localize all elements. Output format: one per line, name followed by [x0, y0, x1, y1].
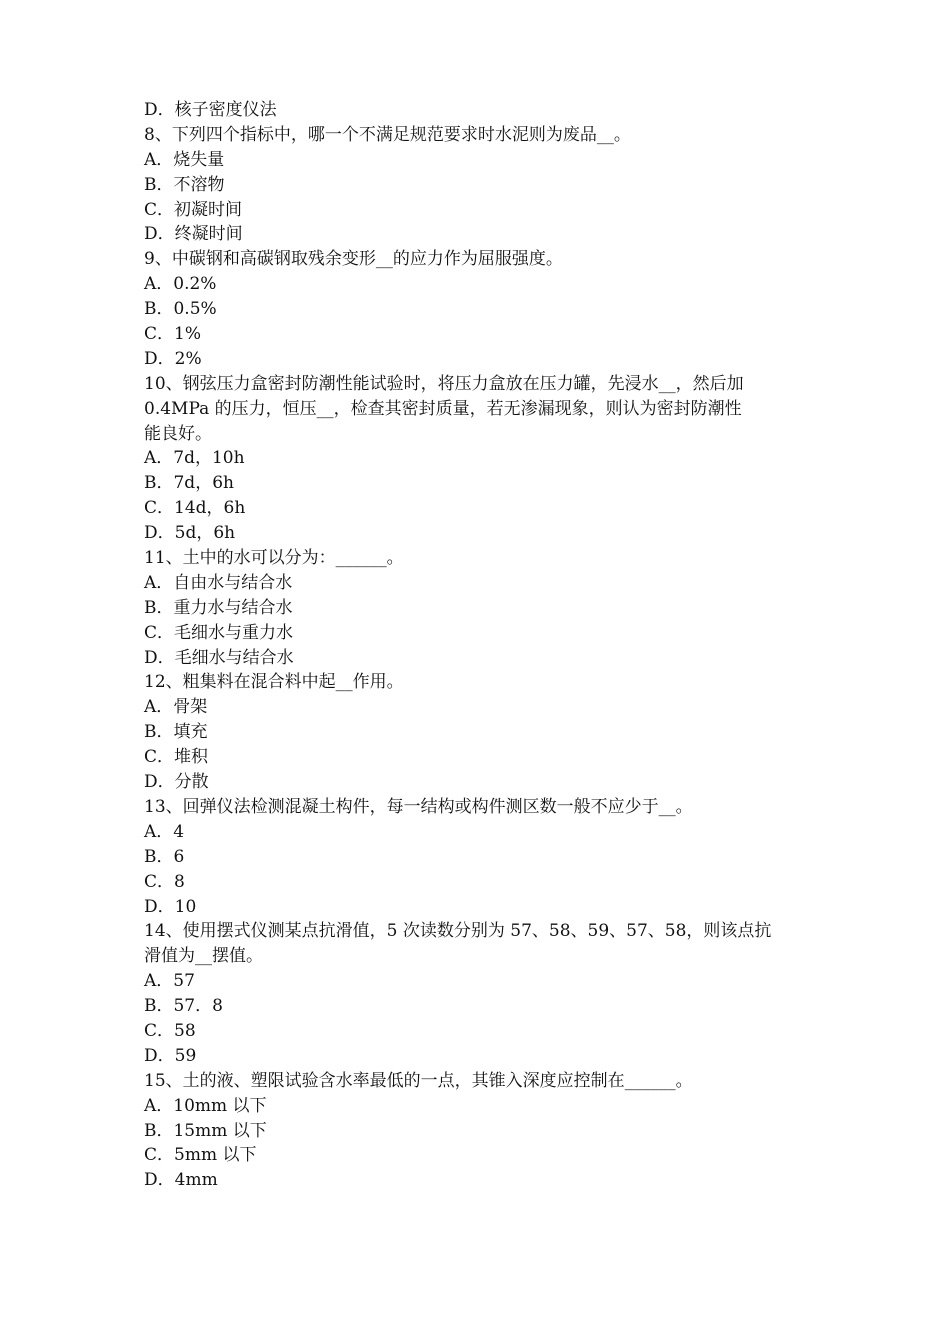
option-line: A．7d，10h	[144, 448, 245, 469]
question-line: 13、回弹仪法检测混凝土构件，每一结构或构件测区数一般不应少于__。	[144, 796, 693, 817]
question-line: 14、使用摆式仪测某点抗滑值，5 次读数分别为 57、58、59、57、58，则该点抗	[144, 921, 772, 942]
option-line: B．0.5%	[144, 299, 217, 320]
option-line: B．重力水与结合水	[144, 597, 293, 618]
option-line: A．57	[144, 971, 195, 992]
question-line: 0.4MPa 的压力，恒压__，检查其密封质量，若无渗漏现象，则认为密封防潮性	[144, 398, 742, 419]
option-line: C．初凝时间	[144, 199, 243, 220]
option-line: B．7d，6h	[144, 473, 234, 494]
option-line: C．14d，6h	[144, 498, 246, 519]
question-line: 能良好。	[144, 423, 212, 444]
option-line: A．10mm 以下	[144, 1095, 267, 1116]
question-line: 11、土中的水可以分为：______。	[144, 548, 404, 569]
option-line: C．堆积	[144, 747, 209, 768]
option-line: C．8	[144, 871, 185, 892]
option-line: C．1%	[144, 324, 201, 345]
option-line: D．5d，6h	[144, 523, 236, 544]
question-line: 10、钢弦压力盒密封防潮性能试验时，将压力盒放在压力罐，先浸水__，然后加	[144, 373, 744, 394]
option-line: B．填充	[144, 722, 208, 743]
option-line: B．不溶物	[144, 174, 225, 195]
option-line: A．骨架	[144, 697, 208, 718]
option-line: D．终凝时间	[144, 224, 243, 245]
question-line: 8、下列四个指标中，哪一个不满足规范要求时水泥则为废品__。	[144, 124, 631, 145]
question-line: 9、中碳钢和高碳钢取残余变形__的应力作为屈服强度。	[144, 249, 563, 270]
option-line: D．4mm	[144, 1170, 218, 1191]
option-line: D．分散	[144, 772, 209, 793]
option-line: C．毛细水与重力水	[144, 622, 294, 643]
question-line: 滑值为__摆值。	[144, 946, 263, 967]
option-line: D．毛细水与结合水	[144, 647, 294, 668]
option-line: D．2%	[144, 348, 202, 369]
option-line: D．10	[144, 896, 197, 917]
option-line: C．5mm 以下	[144, 1145, 257, 1166]
option-line: A．烧失量	[144, 149, 225, 170]
option-line: D．核子密度仪法	[144, 100, 277, 120]
option-line: D．59	[144, 1045, 197, 1066]
question-line: 15、土的液、塑限试验含水率最低的一点，其锥入深度应控制在______。	[144, 1070, 693, 1091]
option-line: B．15mm 以下	[144, 1120, 267, 1141]
question-list	[144, 98, 816, 1193]
option-line: A．自由水与结合水	[144, 572, 293, 593]
option-line: C．58	[144, 1020, 196, 1041]
question-line: 12、粗集料在混合料中起__作用。	[144, 672, 404, 693]
option-line: B．6	[144, 846, 185, 867]
option-line: B．57．8	[144, 996, 223, 1017]
option-line: A．0.2%	[144, 274, 217, 295]
option-line: A．4	[144, 821, 185, 842]
